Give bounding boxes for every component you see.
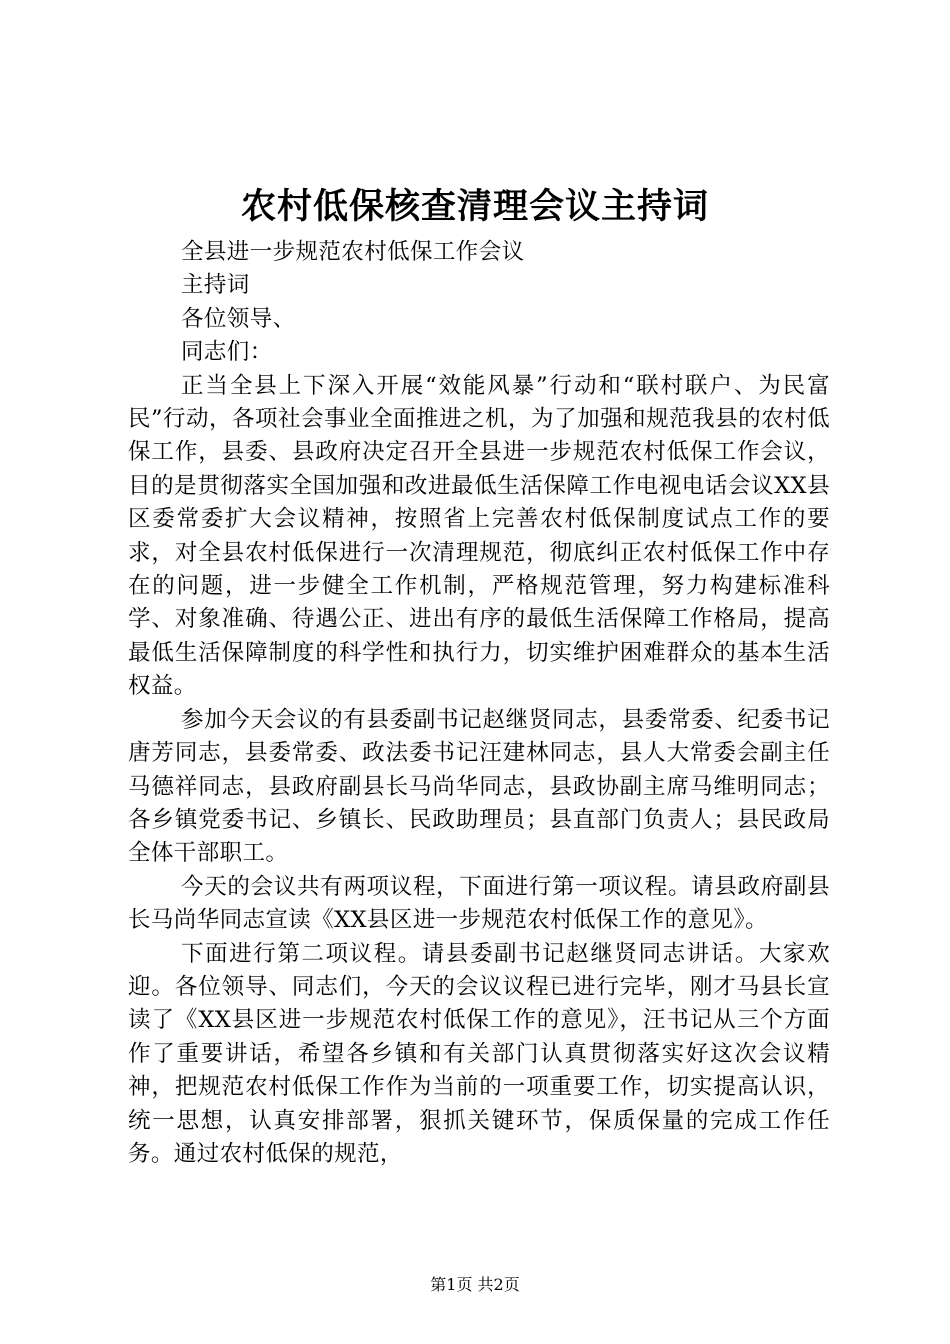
page-number: 第1页 共2页 xyxy=(430,1275,520,1294)
salutation-line-2: 同志们： xyxy=(181,339,273,366)
paragraph-intro: 正当全县上下深入开展“效能风暴”行动和“联村联户、为民富民”行动，各项社会事业全面推进之机，为了加强和规范我县的农村低保工作，县委、县政府决定召开全县进一步规范农村低保工作会议，目的是贯彻落实全国加强和改进最低生活保障工作电视电话会议XX县区委常委扩大会议精神，按照省上完善农村低保制度试点工作的要求，对全县农村低保进行一次清理规范，彻底纠正农村低保工作中存在的问题，进一步健全工作机制，严格规范管理，努力构建标准科学、对象准确、待遇公正、进出有序的最低生活保障工作格局，提高最低生活保障制度的科学性和执行力，切实维护困难群众的基本生活权益。 xyxy=(128,372,830,700)
paragraph-attendees: 参加今天会议的有县委副书记赵继贤同志，县委常委、纪委书记唐芳同志，县委常委、政法委书记汪建林同志，县人大常委会副主任马德祥同志，县政府副县长马尚华同志，县政协副主席马维明同志；各乡镇党委书记、乡镇长、民政助理员；县直部门负责人；县民政局全体干部职工。 xyxy=(128,706,830,867)
salutation-line-1: 各位领导、 xyxy=(181,305,296,332)
document-title: 农村低保核查清理会议主持词 xyxy=(240,187,709,227)
meeting-name-line: 全县进一步规范农村低保工作会议 xyxy=(181,239,525,265)
speech-type-line: 主持词 xyxy=(181,272,250,299)
document-body xyxy=(128,236,830,1171)
paragraph-agenda-two: 下面进行第二项议程。请县委副书记赵继贤同志讲话。大家欢迎。各位领导、同志们，今天的会议议程已进行完毕，刚才马县长宣读了《XX县区进一步规范农村低保工作的意见》，汪书记从三个方面作了重要讲话，希望各乡镇和有关部门认真贯彻落实好这次会议精神，把规范农村低保工作作为当前的一项重要工作，切实提高认识，统一思想，认真安排部署，狠抓关键环节，保质保量的完成工作任务。通过农村低保的规范， xyxy=(128,940,830,1167)
paragraph-agenda-one: 今天的会议共有两项议程，下面进行第一项议程。请县政府副县长马尚华同志宣读《XX县区进一步规范农村低保工作的意见》。 xyxy=(128,873,830,934)
